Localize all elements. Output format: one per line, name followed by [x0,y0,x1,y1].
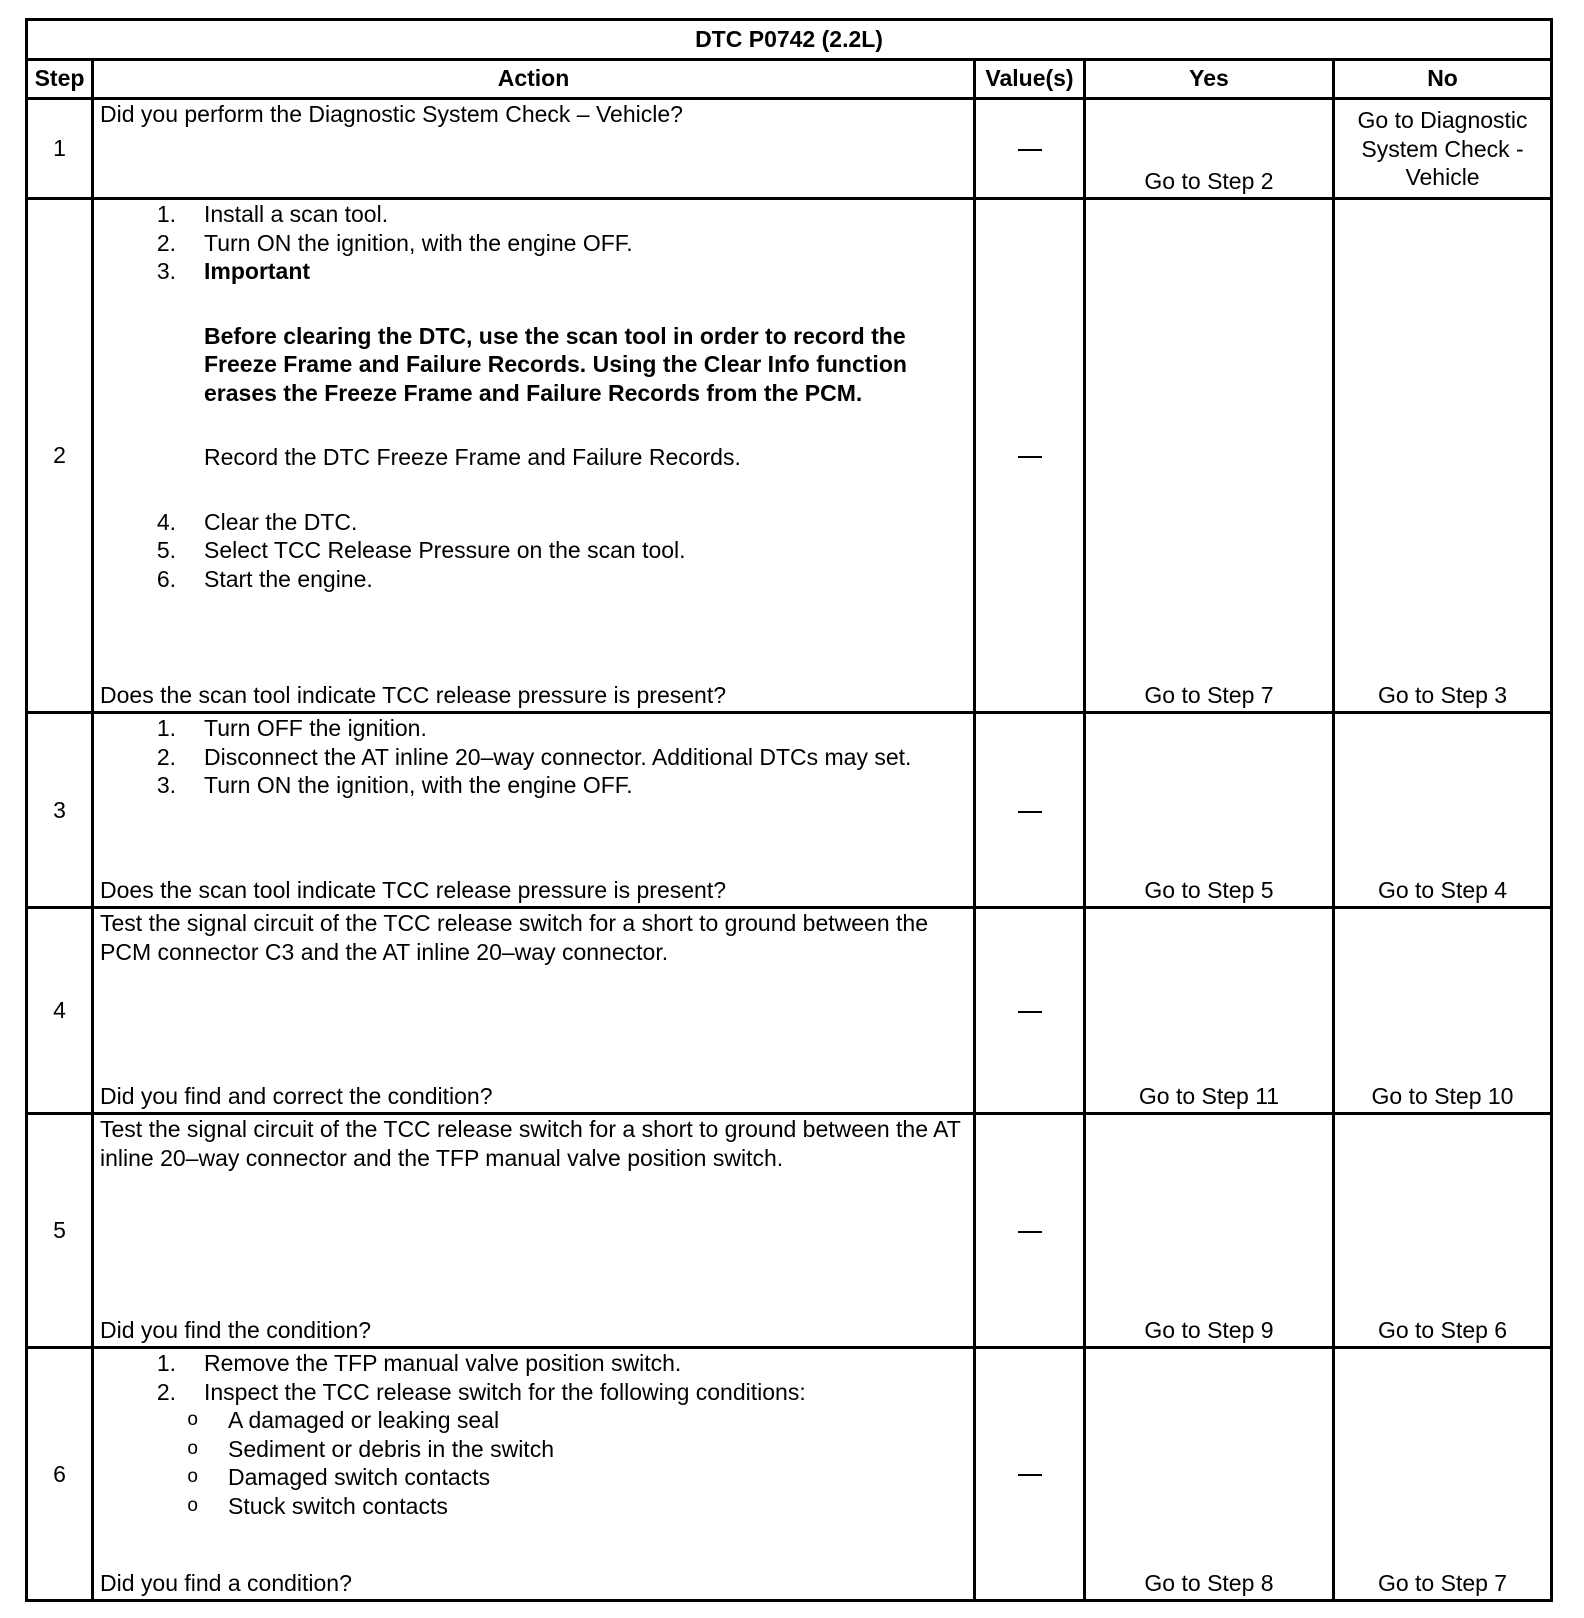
list-item: o Stuck switch contacts [187,1492,448,1519]
table-row-step-3 [27,713,1552,908]
action-cell [93,908,975,1114]
no-cell: Go to Step 10 [1334,908,1552,1114]
header-no: No [1334,59,1552,99]
no-cell: Go to Step 4 [1334,713,1552,908]
header-values: Value(s) [975,59,1085,99]
yes-cell: Go to Step 9 [1085,1114,1334,1348]
list-item: 1. Remove the TFP manual valve position switch. [156,1350,682,1377]
instruction-text: Test the signal circuit of the TCC release switch for a short to ground between the PCM connector C3 and the AT inline 20–way connector. [100,910,928,965]
no-cell: Go to Step 6 [1334,1114,1552,1348]
record-instruction: Record the DTC Freeze Frame and Failure Records. [204,444,741,471]
action-cell [93,713,975,908]
question-text: Did you find the condition? [100,1316,372,1343]
question-text: Does the scan tool indicate TCC release pressure is present? [100,876,727,903]
header-row [27,59,1552,99]
header-step: Step [27,59,93,99]
action-cell [93,99,975,199]
instruction-list [100,1349,961,1406]
table-title: DTC P0742 (2.2L) [27,20,1552,60]
list-item: o A damaged or leaking seal [187,1407,500,1434]
table-row-step-6 [27,1348,1552,1601]
question-text: Did you find a condition? [100,1569,352,1596]
value-dash [1018,811,1042,813]
step-number: 2 [27,199,93,713]
value-dash [1018,456,1042,458]
value-dash [1018,149,1042,151]
value-cell [975,1348,1085,1601]
value-cell [975,99,1085,199]
yes-cell: Go to Step 7 [1085,199,1334,713]
list-item: 5. Select TCC Release Pressure on the scan tool. [156,537,686,564]
instruction-list [100,714,961,800]
no-cell: Go to Step 3 [1334,199,1552,713]
list-item: 1. Turn OFF the ignition. [156,715,427,742]
condition-list [100,1406,961,1520]
yes-cell: Go to Step 11 [1085,908,1334,1114]
yes-cell: Go to Step 2 [1085,99,1334,199]
list-item: o Sediment or debris in the switch [187,1435,554,1462]
instruction-list [100,200,961,593]
instruction-text: Test the signal circuit of the TCC release switch for a short to ground between the AT inline 20–way connector and the TFP manual valve position switch. [100,1116,961,1171]
action-cell [93,1348,975,1601]
question-text: Does the scan tool indicate TCC release pressure is present? [100,681,727,708]
step-number: 4 [27,908,93,1114]
value-cell [975,713,1085,908]
step-number: 5 [27,1114,93,1348]
action-cell [93,1114,975,1348]
step-number: 3 [27,713,93,908]
value-dash [1018,1011,1042,1013]
list-item: 2. Disconnect the AT inline 20–way connector. Additional DTCs may set. [156,743,912,770]
value-cell [975,1114,1085,1348]
header-yes: Yes [1085,59,1334,99]
header-action: Action [93,59,975,99]
table-row-step-1 [27,99,1552,199]
list-item: 4. Clear the DTC. [156,508,358,535]
yes-cell: Go to Step 8 [1085,1348,1334,1601]
step-number: 6 [27,1348,93,1601]
value-cell [975,908,1085,1114]
value-dash [1018,1474,1042,1476]
value-dash [1018,1231,1042,1233]
list-item: 1. Install a scan tool. [156,201,389,228]
list-item: 2. Inspect the TCC release switch for the following conditions: [156,1378,806,1405]
list-item: 3. Important Before clearing the DTC, use the scan tool in order to record the Freeze Frame and Failure Records. Using the Clear Info function erases the Freeze Frame and Failure Records from the PCM. Record the DTC Freeze Frame and Failure Records. [100,257,961,508]
question-text: Did you find and correct the condition? [100,1082,493,1109]
list-item: o Damaged switch contacts [187,1464,491,1491]
table-row-step-5 [27,1114,1552,1348]
important-note: Before clearing the DTC, use the scan tool in order to record the Freeze Frame and Failure Records. Using the Clear Info function erases the Freeze Frame and Failure Records from the PCM. [204,322,907,406]
step-number: 1 [27,99,93,199]
question-text: Did you perform the Diagnostic System Check – Vehicle? [100,101,683,128]
table-row-step-4 [27,908,1552,1114]
dtc-table [25,18,1553,1602]
yes-cell: Go to Step 5 [1085,713,1334,908]
list-item: 2. Turn ON the ignition, with the engine OFF. [156,229,633,256]
no-cell: Go to Diagnostic System Check - Vehicle [1334,99,1552,199]
value-cell [975,199,1085,713]
table-row-step-2 [27,199,1552,713]
action-cell [93,199,975,713]
list-item: 3. Turn ON the ignition, with the engine OFF. [156,772,633,799]
no-cell: Go to Step 7 [1334,1348,1552,1601]
important-label: Important [204,258,311,285]
list-item: 6. Start the engine. [156,565,373,592]
